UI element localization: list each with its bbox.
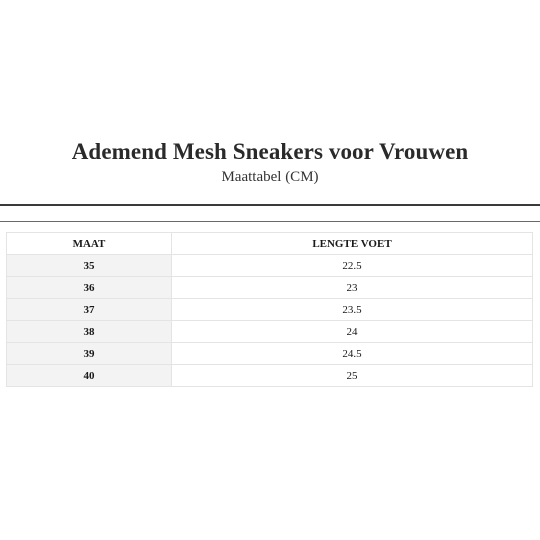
- table-row: [7, 321, 533, 343]
- size-cell: 38: [7, 321, 172, 343]
- size-chart-table: [6, 232, 533, 387]
- table-row: [7, 365, 533, 387]
- size-cell: 40: [7, 365, 172, 387]
- foot-length-cell: 25: [172, 365, 533, 387]
- header-foot-length: LENGTE VOET: [172, 233, 533, 255]
- foot-length-cell: 23.5: [172, 299, 533, 321]
- foot-length-cell: 23: [172, 277, 533, 299]
- table-row: [7, 255, 533, 277]
- size-cell: 39: [7, 343, 172, 365]
- header-size: MAAT: [7, 233, 172, 255]
- foot-length-cell: 22.5: [172, 255, 533, 277]
- foot-length-cell: 24.5: [172, 343, 533, 365]
- foot-length-cell: 24: [172, 321, 533, 343]
- divider-thin: [0, 221, 540, 222]
- table-row: [7, 277, 533, 299]
- table-row: [7, 299, 533, 321]
- size-cell: 35: [7, 255, 172, 277]
- divider-thick: [0, 204, 540, 206]
- table-row: [7, 343, 533, 365]
- size-cell: 37: [7, 299, 172, 321]
- page-title: Ademend Mesh Sneakers voor Vrouwen: [71, 139, 469, 164]
- table-header-row: [7, 233, 533, 255]
- size-cell: 36: [7, 277, 172, 299]
- page-subtitle: Maattabel (CM): [221, 169, 319, 185]
